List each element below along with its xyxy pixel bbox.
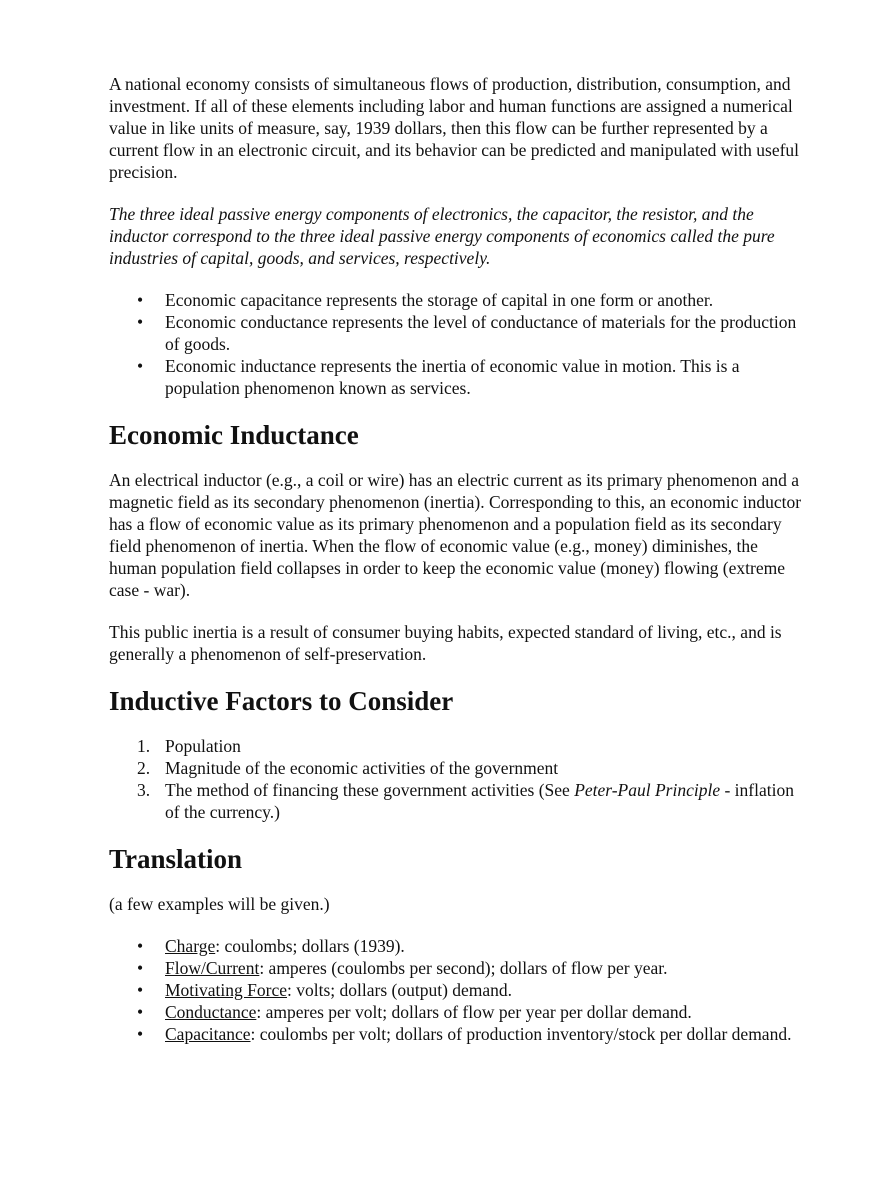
list-item [137, 311, 809, 355]
bullet-icon: • [137, 290, 144, 310]
list-number: 3. [137, 780, 151, 800]
bullet-icon: • [137, 356, 144, 376]
list-item [137, 1001, 809, 1023]
translation-bullet-list [109, 935, 809, 1045]
list-item [137, 935, 809, 957]
list-item-text: Magnitude of the economic activities of the government [165, 758, 559, 778]
bullet-icon: • [137, 1024, 144, 1044]
term-capacitance: Capacitance [165, 1024, 251, 1044]
list-item [137, 979, 809, 1001]
list-item-text: Economic capacitance represents the storage of capital in one form or another. [165, 290, 714, 310]
list-item-text: The method of financing these government activities (See [165, 780, 575, 800]
term-definition: : volts; dollars (output) demand. [287, 980, 513, 1000]
intro-italic-paragraph: The three ideal passive energy components of electronics, the capacitor, the resistor, and the inductor correspond to the three ideal passive energy components of economics called the pure industries of capital, goods, and services, respectively. [109, 204, 775, 268]
bullet-icon: • [137, 958, 144, 978]
bullet-icon: • [137, 1002, 144, 1022]
inductance-paragraph: An electrical inductor (e.g., a coil or wire) has an electric current as its primary phenomenon and a magnetic field as its secondary phenomenon (inertia). Corresponding to this, an economic inductor has a flow of economic value as its primary phenomenon and a population field as its secondary field phenomenon of inertia. When the flow of economic value (e.g., money) diminishes, the human population field collapses in order to keep the economic value (money) flowing (extreme case - war). [109, 470, 802, 600]
term-charge: Charge [165, 936, 216, 956]
list-item [137, 355, 809, 399]
factors-numbered-list [109, 735, 809, 823]
peter-paul-principle-reference: Peter-Paul Principle [574, 780, 721, 800]
inertia-paragraph: This public inertia is a result of consumer buying habits, expected standard of living, etc., and is generally a phenomenon of self-preservation. [109, 622, 782, 664]
term-motivating-force: Motivating Force [165, 980, 287, 1000]
intro-paragraph: A national economy consists of simultaneous flows of production, distribution, consumption, and investment. If all of these elements including labor and human functions are assigned a numerical value in like units of measure, say, 1939 dollars, then this flow can be further represented by a current flow in an electronic circuit, and its behavior can be predicted and manipulated with useful precision. [109, 74, 800, 182]
components-bullet-list [109, 289, 809, 399]
list-item-text: Population [165, 736, 241, 756]
list-item-text: Economic conductance represents the level of conductance of materials for the production of goods. [165, 312, 797, 354]
list-item [137, 289, 809, 311]
list-number: 1. [137, 736, 151, 756]
list-item-text: Economic inductance represents the inertia of economic value in motion. This is a population phenomenon known as services. [165, 356, 740, 398]
term-conductance: Conductance [165, 1002, 257, 1022]
term-definition: : coulombs; dollars (1939). [215, 936, 405, 956]
term-definition: : coulombs per volt; dollars of production inventory/stock per dollar demand. [250, 1024, 792, 1044]
term-definition: : amperes per volt; dollars of flow per year per dollar demand. [256, 1002, 692, 1022]
term-definition: : amperes (coulombs per second); dollars of flow per year. [259, 958, 668, 978]
list-item-text: - inflation of the currency.) [165, 780, 794, 822]
section-heading-economic-inductance: Economic Inductance [109, 420, 359, 450]
list-item [137, 735, 809, 757]
section-heading-inductive-factors: Inductive Factors to Consider [109, 686, 454, 716]
term-flow-current: Flow/Current [165, 958, 260, 978]
section-heading-translation: Translation [109, 844, 243, 874]
document-page [109, 73, 809, 1065]
bullet-icon: • [137, 936, 144, 956]
bullet-icon: • [137, 312, 144, 332]
list-item [137, 757, 809, 779]
list-item [137, 1023, 809, 1045]
list-item [137, 957, 809, 979]
list-number: 2. [137, 758, 151, 778]
list-item [137, 779, 809, 823]
translation-note: (a few examples will be given.) [109, 894, 330, 914]
bullet-icon: • [137, 980, 144, 1000]
